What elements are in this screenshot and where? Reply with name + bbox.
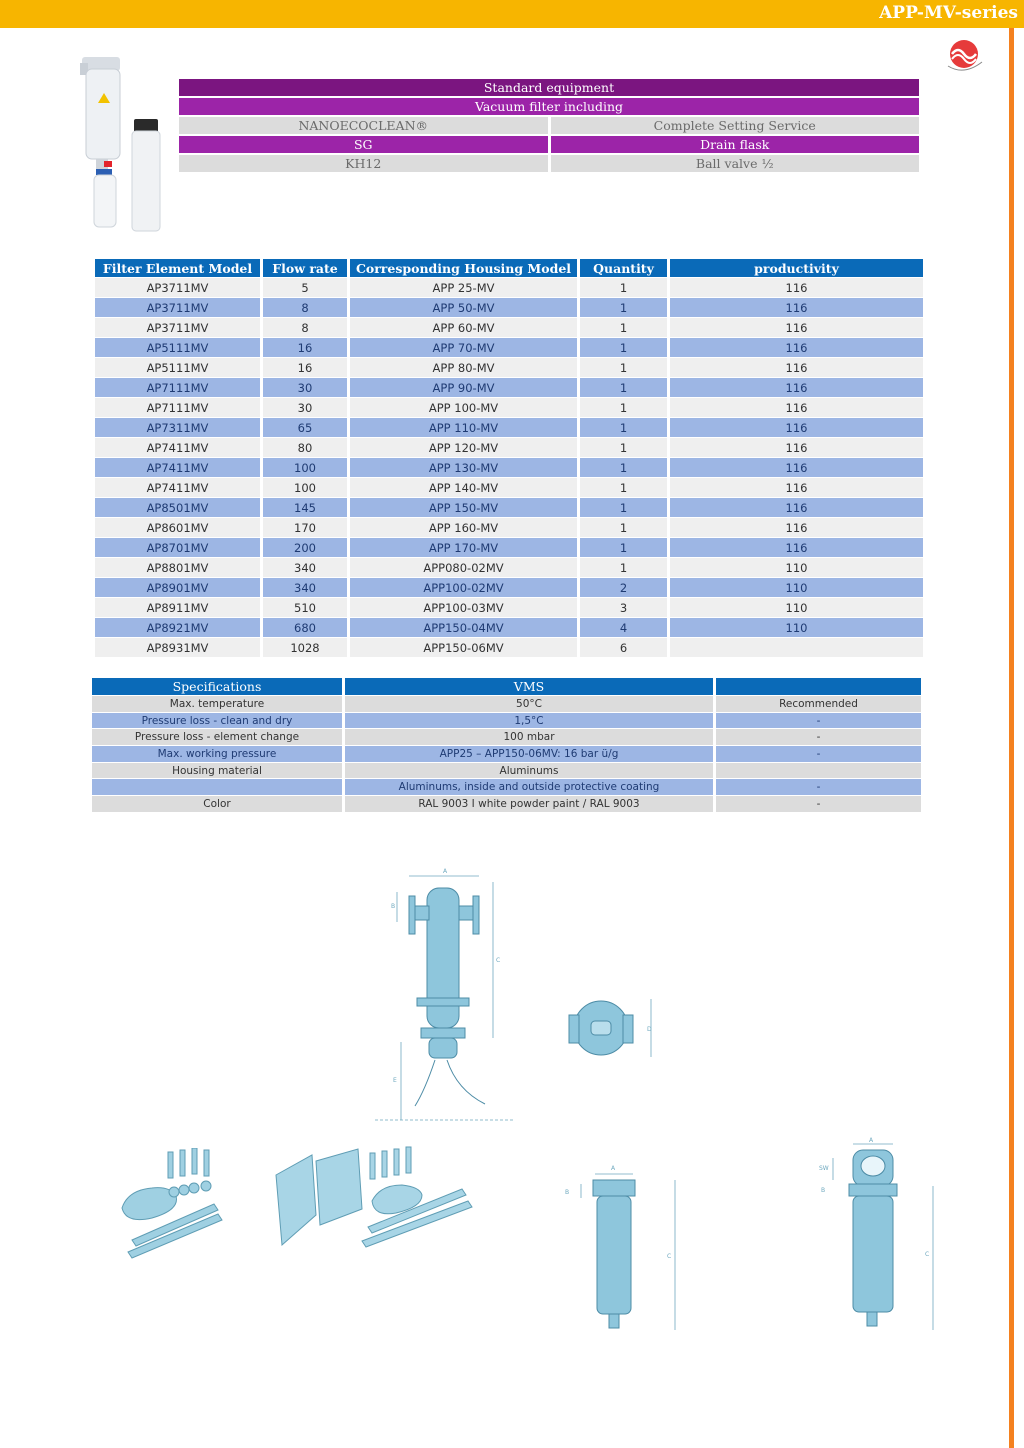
table-cell: 116 [670, 278, 923, 297]
table-row [95, 398, 923, 417]
table-cell: APP 120-MV [350, 438, 577, 457]
table-cell: 116 [670, 458, 923, 477]
table-cell: APP 130-MV [350, 458, 577, 477]
table-cell: AP7411MV [95, 438, 260, 457]
equipment-item: Ball valve ½ [551, 155, 920, 172]
table-cell: 30 [263, 378, 347, 397]
mounting-kit-flange-icon [118, 1148, 228, 1268]
table-row [95, 318, 923, 337]
table-cell: 1 [580, 538, 667, 557]
table-cell: 510 [263, 598, 347, 617]
table-cell: AP7411MV [95, 478, 260, 497]
column-header: Filter Element Model [95, 259, 260, 277]
dimension-label: B [565, 1189, 570, 1196]
table-cell: 110 [670, 618, 923, 637]
table-cell: 16 [263, 338, 347, 357]
dimension-label: SW [819, 1165, 829, 1172]
table-cell: 4 [580, 618, 667, 637]
dimension-label: B [391, 903, 396, 910]
table-cell: APP 170-MV [350, 538, 577, 557]
table-cell: 8 [263, 298, 347, 317]
table-row [95, 538, 923, 557]
table-cell: Aluminums, inside and outside protective coating [345, 779, 713, 795]
filter-front-drawing-icon [555, 1158, 695, 1338]
table-cell: 1 [580, 338, 667, 357]
equipment-item: Complete Setting Service [551, 117, 920, 134]
table-row [92, 713, 921, 729]
table-cell: 100 [263, 478, 347, 497]
table-cell: APP 70-MV [350, 338, 577, 357]
table-cell: Recommended [716, 696, 921, 712]
table-row [92, 796, 921, 812]
table-cell: 1 [580, 418, 667, 437]
table-cell: AP8601MV [95, 518, 260, 537]
table-cell: - [716, 796, 921, 812]
table-cell: AP8501MV [95, 498, 260, 517]
table-cell: 1 [580, 378, 667, 397]
table-row [95, 578, 923, 597]
table-cell: 116 [670, 318, 923, 337]
table-row [95, 378, 923, 397]
table-cell: APP 110-MV [350, 418, 577, 437]
dimension-label: E [393, 1077, 397, 1084]
table-row [95, 418, 923, 437]
standard-equipment-title: Standard equipment [179, 79, 919, 96]
column-header: Flow rate [263, 259, 347, 277]
table-row [95, 478, 923, 497]
table-cell: APP 80-MV [350, 358, 577, 377]
table-cell: AP8921MV [95, 618, 260, 637]
table-cell: 1 [580, 278, 667, 297]
table-cell: 145 [263, 498, 347, 517]
table-cell: 80 [263, 438, 347, 457]
dimension-label: A [611, 1165, 616, 1172]
table-cell: AP8701MV [95, 538, 260, 557]
table-cell: AP8931MV [95, 638, 260, 657]
table-cell: APP 160-MV [350, 518, 577, 537]
table-cell: 110 [670, 558, 923, 577]
table-row [95, 298, 923, 317]
table-cell: APP150-06MV [350, 638, 577, 657]
table-cell: 3 [580, 598, 667, 617]
dimension-label: C [496, 957, 501, 964]
table-row [95, 438, 923, 457]
table-cell: APP100-03MV [350, 598, 577, 617]
table-cell: APP080-02MV [350, 558, 577, 577]
table-cell [670, 638, 923, 657]
table-cell [92, 779, 342, 795]
column-header: Specifications [92, 678, 342, 695]
table-cell: - [716, 746, 921, 762]
table-cell: 116 [670, 438, 923, 457]
table-cell: 100 mbar [345, 729, 713, 745]
table-cell: AP5111MV [95, 358, 260, 377]
table-cell: 116 [670, 338, 923, 357]
table-cell: APP 140-MV [350, 478, 577, 497]
table-cell: 6 [580, 638, 667, 657]
table-row [95, 518, 923, 537]
table-cell: - [716, 713, 921, 729]
housing-side-drawing-icon [375, 862, 525, 1127]
table-cell: AP7311MV [95, 418, 260, 437]
models-table [92, 258, 926, 658]
table-row [95, 598, 923, 617]
table-cell: 110 [670, 598, 923, 617]
table-cell: Pressure loss - clean and dry [92, 713, 342, 729]
table-row [92, 729, 921, 745]
table-cell: 116 [670, 378, 923, 397]
table-cell: APP150-04MV [350, 618, 577, 637]
table-cell: 2 [580, 578, 667, 597]
table-cell: 1 [580, 298, 667, 317]
table-cell: - [716, 779, 921, 795]
table-cell: 680 [263, 618, 347, 637]
table-cell: 116 [670, 298, 923, 317]
table-cell: RAL 9003 I white powder paint / RAL 9003 [345, 796, 713, 812]
table-cell: 5 [263, 278, 347, 297]
table-cell: APP 50-MV [350, 298, 577, 317]
table-cell: APP25 – APP150-06MV: 16 bar ü/g [345, 746, 713, 762]
table-cell: AP3711MV [95, 318, 260, 337]
dimension-label: C [667, 1253, 672, 1260]
table-cell: AP8801MV [95, 558, 260, 577]
standard-equipment-subtitle: Vacuum filter including [179, 98, 919, 115]
table-cell: APP 60-MV [350, 318, 577, 337]
table-cell: 340 [263, 578, 347, 597]
table-cell: 30 [263, 398, 347, 417]
equipment-item: KH12 [179, 155, 548, 172]
table-cell: 1 [580, 478, 667, 497]
table-row [95, 358, 923, 377]
mounting-kit-bracket-icon [272, 1145, 477, 1255]
table-row [95, 458, 923, 477]
table-cell: 1 [580, 558, 667, 577]
table-cell: 116 [670, 478, 923, 497]
table-cell: 200 [263, 538, 347, 557]
table-cell: 50°C [345, 696, 713, 712]
table-cell: 1 [580, 458, 667, 477]
table-row [95, 338, 923, 357]
table-cell: 1 [580, 358, 667, 377]
housing-top-drawing-icon [565, 995, 660, 1065]
table-cell: 1 [580, 498, 667, 517]
table-row [95, 618, 923, 637]
table-cell: 1 [580, 398, 667, 417]
column-header: Quantity [580, 259, 667, 277]
column-header: VMS [345, 678, 713, 695]
table-cell: 1,5°C [345, 713, 713, 729]
standard-equipment-block [179, 79, 919, 174]
table-cell: AP8901MV [95, 578, 260, 597]
table-cell: Color [92, 796, 342, 812]
table-cell: 116 [670, 538, 923, 557]
brand-logo-icon [940, 32, 990, 78]
table-cell: 100 [263, 458, 347, 477]
equipment-item: SG [179, 136, 548, 153]
table-cell: 16 [263, 358, 347, 377]
side-stripe [1009, 28, 1014, 1448]
series-title: APP-MV-series [879, 3, 1018, 23]
table-cell: 116 [670, 358, 923, 377]
dimension-label: C [925, 1251, 930, 1258]
table-cell: 116 [670, 398, 923, 417]
table-cell: 116 [670, 498, 923, 517]
table-row [92, 746, 921, 762]
column-header: Corresponding Housing Model [350, 259, 577, 277]
table-cell: 170 [263, 518, 347, 537]
table-cell: APP 150-MV [350, 498, 577, 517]
table-row [95, 638, 923, 657]
product-photo-icon [78, 55, 170, 235]
top-banner [0, 0, 1024, 28]
table-cell: Aluminums [345, 763, 713, 779]
table-cell: 340 [263, 558, 347, 577]
table-cell: AP5111MV [95, 338, 260, 357]
table-cell [716, 763, 921, 779]
table-cell: 65 [263, 418, 347, 437]
equipment-item: NANOECOCLEAN® [179, 117, 548, 134]
specifications-table [89, 677, 924, 813]
table-cell: APP100-02MV [350, 578, 577, 597]
table-cell: AP3711MV [95, 278, 260, 297]
table-cell: Housing material [92, 763, 342, 779]
table-cell: Max. working pressure [92, 746, 342, 762]
column-header [716, 678, 921, 695]
equipment-item: Drain flask [551, 136, 920, 153]
table-cell: APP 100-MV [350, 398, 577, 417]
table-cell: 1 [580, 518, 667, 537]
table-cell: AP7111MV [95, 378, 260, 397]
table-row [95, 278, 923, 297]
dimension-label: A [869, 1137, 874, 1144]
table-cell: 1 [580, 318, 667, 337]
filter-front-handle-drawing-icon [815, 1136, 945, 1336]
column-header: productivity [670, 259, 923, 277]
table-cell: Pressure loss - element change [92, 729, 342, 745]
table-cell: APP 90-MV [350, 378, 577, 397]
dimension-label: A [443, 868, 448, 875]
dimension-label: D [647, 1026, 652, 1033]
table-cell: 116 [670, 418, 923, 437]
table-cell: AP7411MV [95, 458, 260, 477]
table-cell: APP 25-MV [350, 278, 577, 297]
table-cell: AP7111MV [95, 398, 260, 417]
table-cell: AP8911MV [95, 598, 260, 617]
table-row [95, 558, 923, 577]
dimension-label: B [821, 1187, 826, 1194]
table-cell: - [716, 729, 921, 745]
table-cell: 110 [670, 578, 923, 597]
table-row [95, 498, 923, 517]
table-row [92, 696, 921, 712]
table-row [92, 779, 921, 795]
table-cell: 1028 [263, 638, 347, 657]
table-cell: AP3711MV [95, 298, 260, 317]
table-cell: 8 [263, 318, 347, 337]
table-cell: 1 [580, 438, 667, 457]
table-row [92, 763, 921, 779]
table-cell: 116 [670, 518, 923, 537]
table-cell: Max. temperature [92, 696, 342, 712]
